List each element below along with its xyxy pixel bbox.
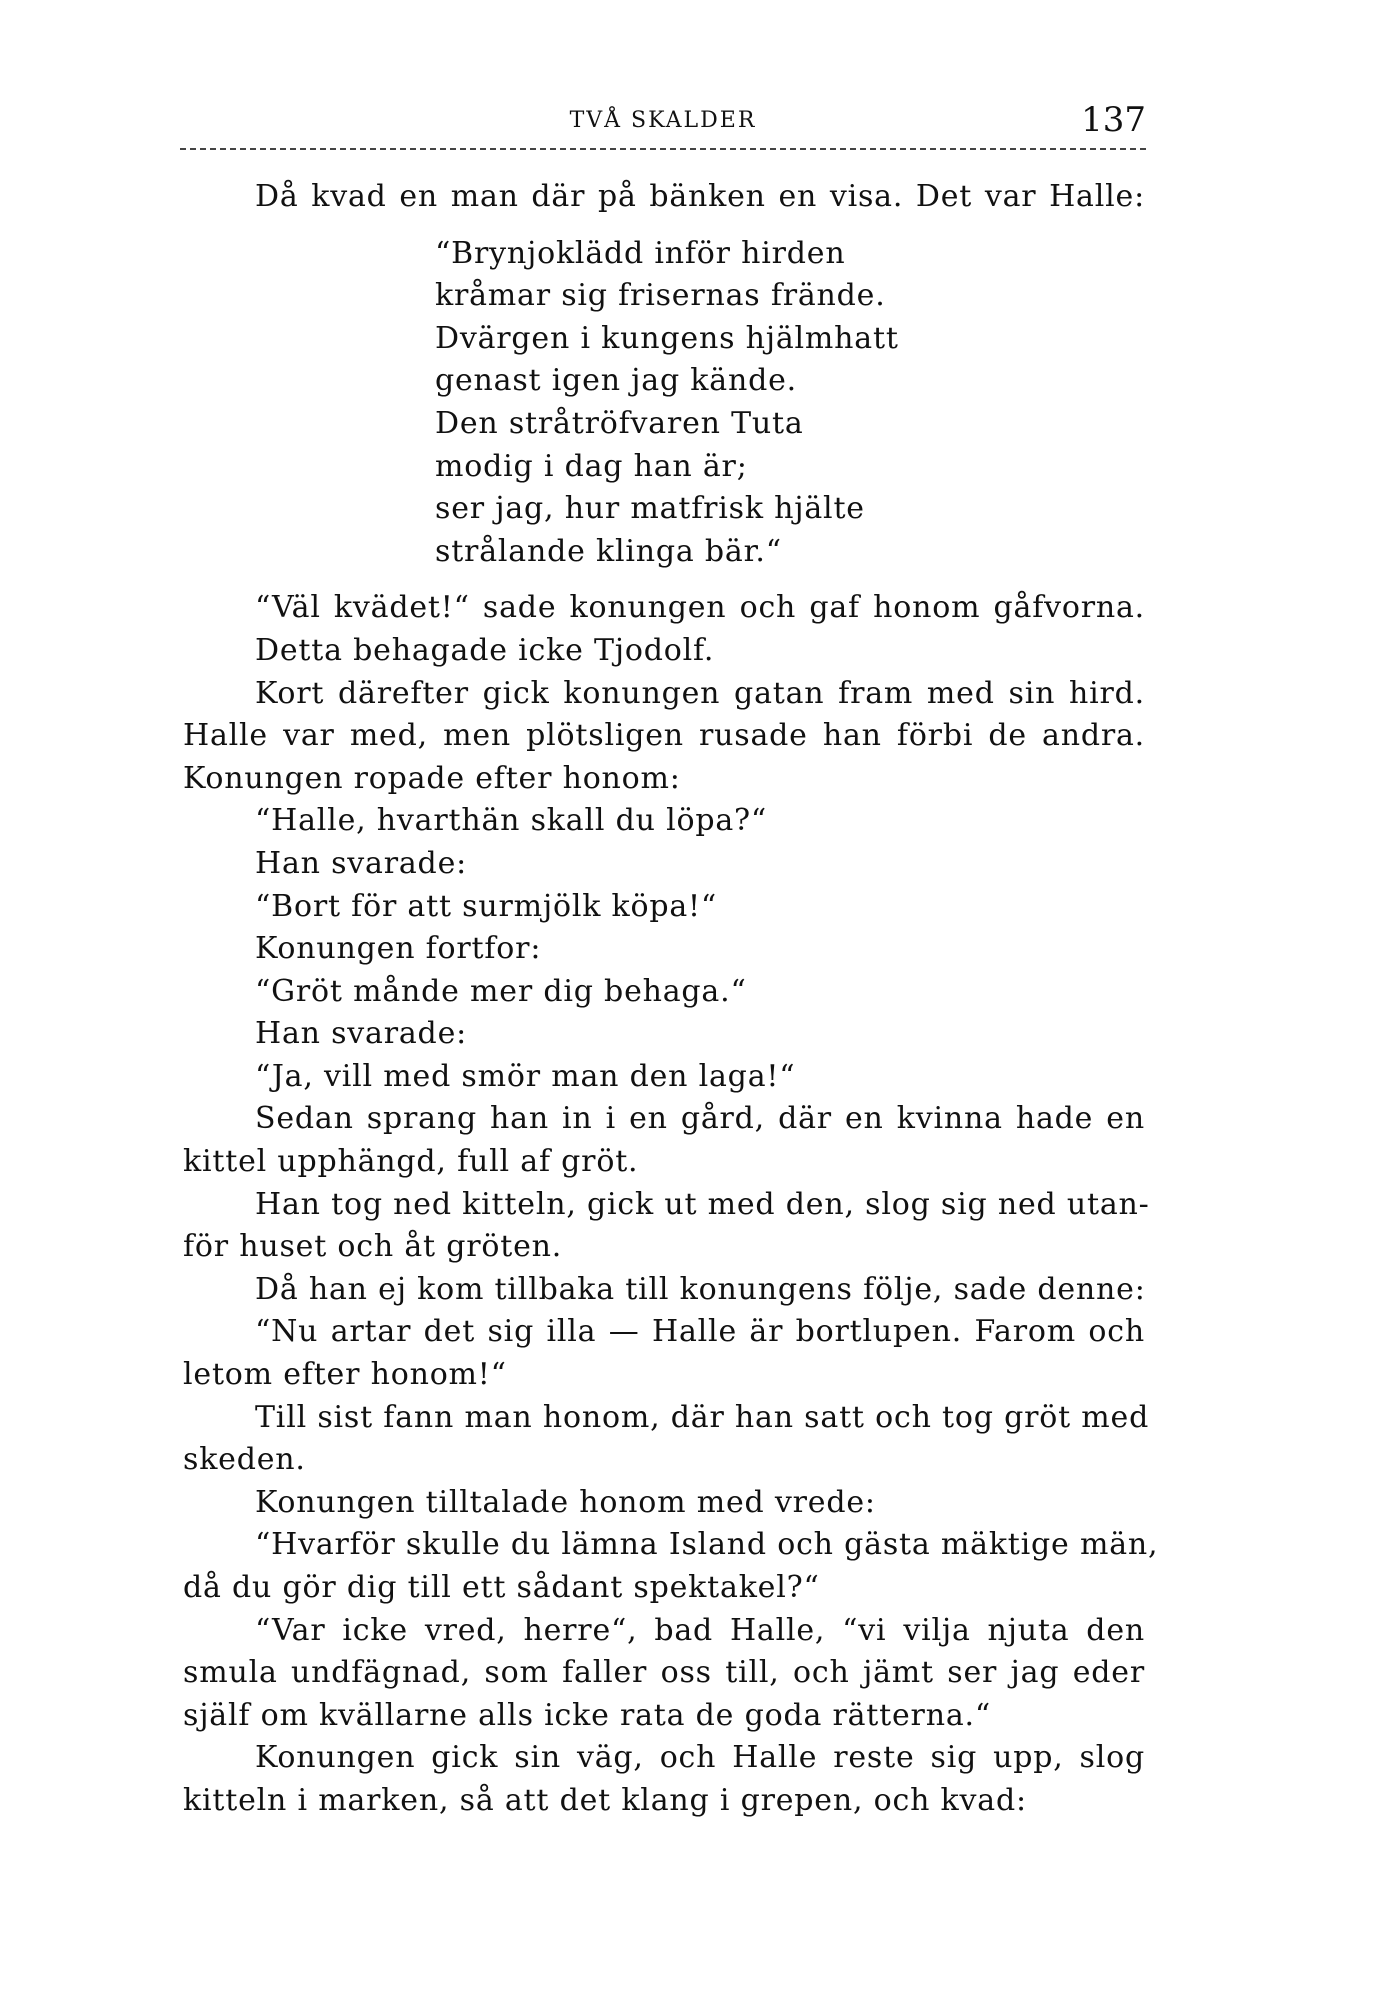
text-line: “Ja, vill med smör man den laga!“	[255, 1058, 796, 1094]
text-line: Sedan sprang han in i en gård, där en kvinna hade en	[255, 1101, 1145, 1137]
text-line: “Gröt månde mer dig behaga.“	[255, 973, 747, 1009]
text-line: “Hvarför skulle du lämna Island och gästa mäktige män,	[255, 1527, 1159, 1563]
text-line: letom efter honom!“	[183, 1357, 507, 1393]
text-line: Han tog ned kitteln, gick ut med den, slog sig ned utan-	[255, 1186, 1150, 1222]
text-line: Till sist fann man honom, där han satt och tog gröt med	[255, 1399, 1150, 1435]
text-line: Han svarade:	[255, 845, 468, 881]
running-title: TVÅ SKALDER	[569, 108, 757, 133]
verse-line: kråmar sig frisernas frände.	[435, 278, 886, 314]
verse-line: Den stråtröfvaren Tuta	[435, 405, 804, 441]
text-line: Då han ej kom tillbaka till konungens följe, sade denne:	[255, 1271, 1146, 1307]
text-line: då du gör dig till ett sådant spektakel?“	[183, 1570, 820, 1605]
verse-line: Dvärgen i kungens hjälmhatt	[435, 320, 899, 356]
text-line: Detta behagade icke Tjodolf.	[255, 632, 715, 668]
body-text	[183, 176, 1159, 1823]
text-line: “Bort för att surmjölk köpa!“	[255, 888, 718, 924]
text-line: Kort därefter gick konungen gatan fram med sin hird.	[255, 675, 1145, 711]
verse-line: ser jag, hur matfrisk hjälte	[435, 491, 865, 527]
verse-line: strålande klinga bär.“	[435, 533, 782, 569]
text-line: Konungen gick sin väg, och Halle reste sig upp, slog	[255, 1740, 1145, 1776]
text-line: Då kvad en man där på bänken en visa. Det var Halle:	[255, 179, 1145, 214]
verse-line: genast igen jag kände.	[435, 363, 797, 399]
text-line: kittel upphängd, full af gröt.	[183, 1144, 639, 1180]
text-line: Konungen tilltalade honom med vrede:	[255, 1484, 876, 1520]
text-line: “Nu artar det sig illa — Halle är bortlupen. Farom och	[255, 1314, 1145, 1350]
text-line: Han svarade:	[255, 1016, 468, 1052]
text-line: smula undfägnad, som faller oss till, och jämt ser jag eder	[183, 1655, 1145, 1691]
text-line: skeden.	[183, 1442, 306, 1478]
text-line: Konungen fortfor:	[255, 931, 542, 967]
running-head	[180, 100, 1146, 144]
verse-line: modig i dag han är;	[435, 448, 748, 484]
text-line: “Halle, hvarthän skall du löpa?“	[255, 803, 768, 839]
text-line: “Väl kvädet!“ sade konungen och gaf honom gåfvorna.	[255, 590, 1145, 626]
verse-line: “Brynjoklädd inför hirden	[435, 235, 846, 271]
text-line: för huset och åt gröten.	[183, 1229, 563, 1265]
text-line: Konungen ropade efter honom:	[183, 760, 681, 796]
text-line: kitteln i marken, så att det klang i grepen, och kvad:	[183, 1782, 1027, 1818]
header-rule	[180, 148, 1146, 150]
page-number: 137	[1081, 100, 1146, 140]
text-line: själf om kvällarne alls icke rata de goda rätterna.“	[183, 1697, 991, 1733]
text-line: “Var icke vred, herre“, bad Halle, “vi vilja njuta den	[255, 1612, 1145, 1648]
text-line: Halle var med, men plötsligen rusade han förbi de andra.	[183, 718, 1145, 754]
